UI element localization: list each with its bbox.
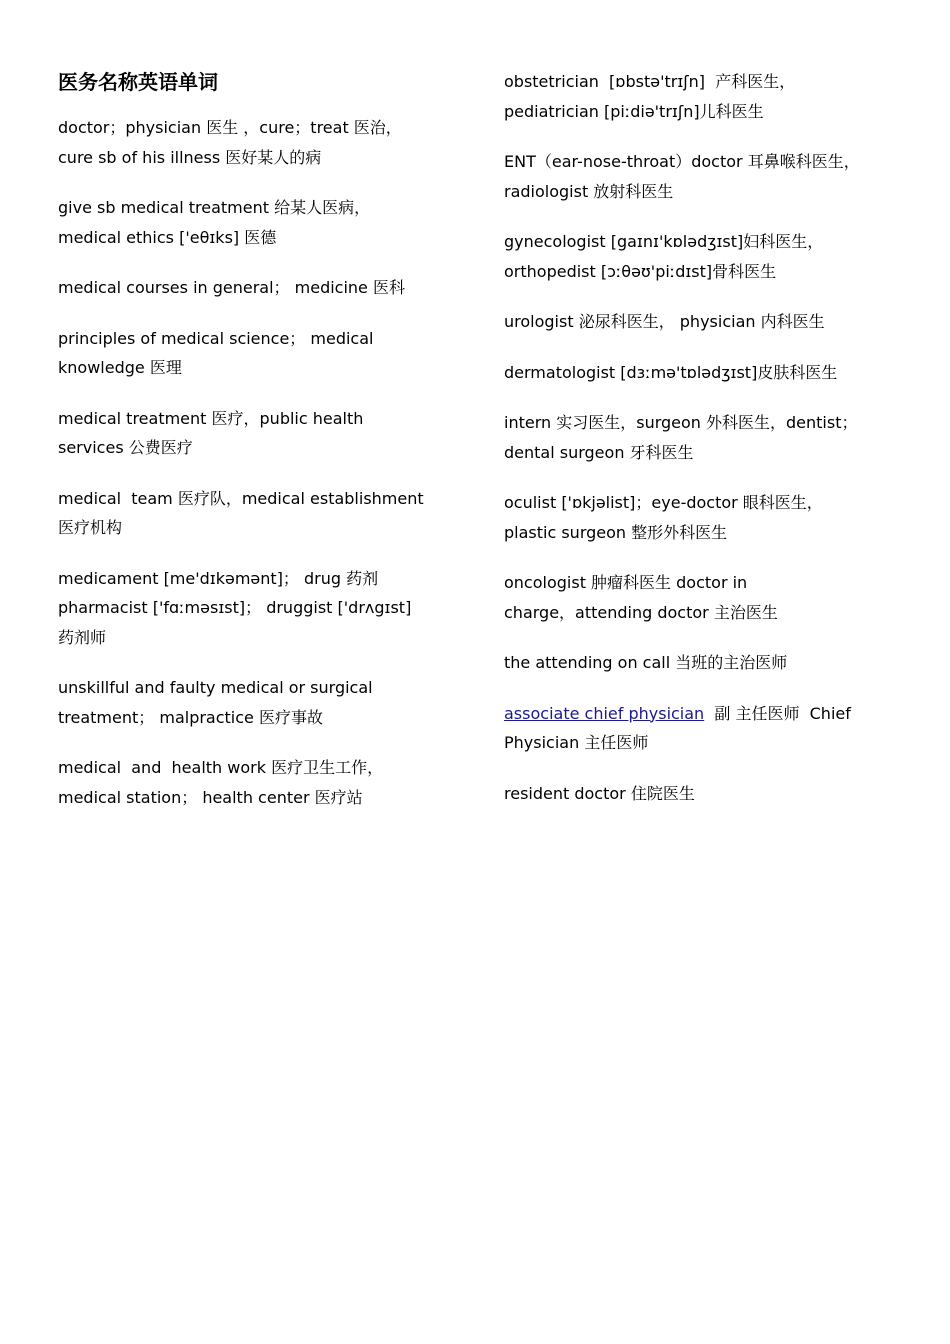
left-column bbox=[58, 66, 458, 833]
document-title: 医务名称英语单词 bbox=[58, 70, 218, 94]
associate-chief-physician-text: 副 主任医师 Chief bbox=[704, 703, 851, 723]
entry-line: doctor；physician 医生 ，cure；treat 医治， bbox=[58, 118, 402, 137]
entry-line: urologist 泌尿科医生， physician 内科医生 bbox=[504, 312, 825, 331]
vocab-entry-resident-doctor bbox=[504, 779, 889, 809]
vocab-entry bbox=[58, 564, 458, 653]
entry-line: services 公费医疗 bbox=[58, 438, 193, 457]
vocab-entry bbox=[58, 273, 458, 303]
vocab-entry bbox=[504, 227, 889, 286]
entry-line: treatment； malpractice 医疗事故 bbox=[58, 707, 323, 727]
vocab-entry bbox=[504, 67, 889, 126]
entry-line: pharmacist ['fɑːməsɪst]； druggist ['drʌgɪst] bbox=[58, 598, 412, 617]
entry-line: gynecologist [gaɪnɪ'kɒlədʒɪst]妇科医生， bbox=[504, 232, 824, 251]
entry-line: medical treatment 医疗，public health bbox=[58, 408, 364, 428]
associate-chief-physician-link[interactable]: associate chief physician bbox=[504, 703, 705, 723]
entry-line: orthopedist [ɔːθəʊ'piːdɪst]骨科医生 bbox=[504, 261, 777, 281]
entry-line: medical ethics ['eθɪks] 医德 bbox=[58, 227, 277, 247]
vocab-entry bbox=[504, 358, 889, 388]
vocab-entry bbox=[58, 324, 458, 383]
entry-line: the attending on call 当班的主治医师 bbox=[504, 653, 788, 672]
entry-line: medicament [me'dɪkəmənt]； drug 药剂 bbox=[58, 568, 379, 588]
entry-line: dental surgeon 牙科医生 bbox=[504, 442, 694, 462]
vocab-entry-associate-chief-physician bbox=[504, 699, 889, 758]
entry-line: pediatrician [piːdiə'trɪʃn]儿科医生 bbox=[504, 101, 764, 121]
entry-line: oncologist 肿瘤科医生 doctor in bbox=[504, 573, 748, 592]
vocab-entry bbox=[58, 484, 458, 543]
entry-line: principles of medical science； medical bbox=[58, 328, 374, 348]
entry-line: oculist ['ɒkjəlist]；eye-doctor 眼科医生， bbox=[504, 493, 823, 512]
vocab-entry bbox=[504, 147, 889, 206]
vocab-entry bbox=[58, 753, 458, 812]
entry-line: knowledge 医理 bbox=[58, 358, 182, 377]
entry-line: Physician 主任医师 bbox=[504, 733, 649, 752]
entry-line: obstetrician [ɒbstə'trɪʃn] 产科医生， bbox=[504, 72, 796, 91]
entry-line: medical and health work 医疗卫生工作， bbox=[58, 758, 384, 777]
entry-line: intern 实习医生，surgeon 外科医生，dentist； bbox=[504, 413, 858, 432]
vocab-entry bbox=[58, 193, 458, 252]
vocab-entry bbox=[58, 673, 458, 732]
entry-line: medical team 医疗队，medical establishment bbox=[58, 488, 424, 508]
entry-line: charge，attending doctor 主治医生 bbox=[504, 602, 778, 622]
entry-line: give sb medical treatment 给某人医病， bbox=[58, 198, 371, 217]
entry-line: medical station； health center 医疗站 bbox=[58, 787, 363, 807]
vocab-entry bbox=[504, 568, 889, 627]
entry-line: plastic surgeon 整形外科医生 bbox=[504, 522, 728, 542]
entry-line: resident doctor 住院医生 bbox=[504, 783, 695, 803]
entry-line: cure sb of his illness 医好某人的病 bbox=[58, 147, 322, 167]
entry-line: medical courses in general； medicine 医科 bbox=[58, 278, 405, 297]
right-column bbox=[504, 66, 889, 829]
entry-line: 药剂师 bbox=[58, 627, 107, 647]
entry-line: ENT（ear-nose-throat）doctor 耳鼻喉科医生， bbox=[504, 152, 860, 171]
vocab-entry bbox=[504, 648, 889, 678]
vocab-entry bbox=[504, 307, 889, 337]
vocab-entry bbox=[58, 404, 458, 463]
vocab-entry bbox=[504, 488, 889, 547]
vocab-entry bbox=[58, 113, 458, 172]
entry-line: radiologist 放射科医生 bbox=[504, 181, 674, 201]
entry-line: unskillful and faulty medical or surgical bbox=[58, 678, 373, 697]
entry-line bbox=[504, 699, 889, 729]
entry-line: 医疗机构 bbox=[58, 518, 123, 537]
entry-line: dermatologist [dɜːmə'tɒlədʒɪst]皮肤科医生 bbox=[504, 362, 838, 382]
vocab-entry bbox=[504, 408, 889, 467]
